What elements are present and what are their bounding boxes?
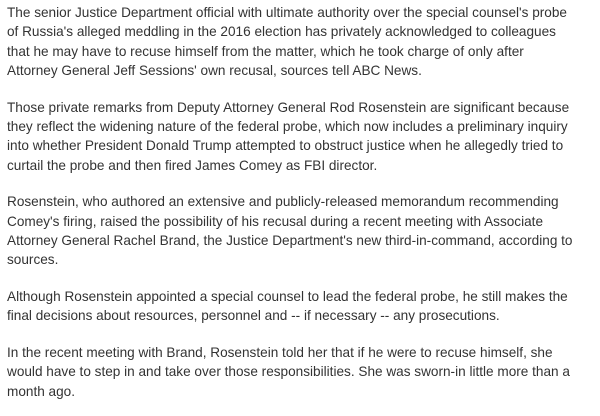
paragraph-line: into whether President Donald Trump attempted to obstruct justice when he allegedly tried to [7,138,564,154]
paragraph-line: month ago. [7,383,76,399]
paragraph-line: curtail the probe and then fired James Comey as FBI director. [7,157,378,173]
article-paragraph-3 [7,192,600,270]
paragraph-line: Although Rosenstein appointed a special counsel to lead the federal probe, he still makes the [7,288,568,304]
paragraph-line: would have to step in and take over those responsibilities. She was sworn-in little more than a [7,364,570,380]
paragraph-line: Those private remarks from Deputy Attorney General Rod Rosenstein are significant because [7,99,570,115]
paragraph-line: they reflect the widening nature of the federal probe, which now includes a preliminary inquiry [7,119,568,135]
article-paragraph-5 [7,343,600,401]
paragraph-line: Attorney General Jeff Sessions' own recusal, sources tell ABC News. [7,63,422,79]
article-paragraph-1 [7,3,600,81]
paragraph-line: final decisions about resources, personnel and -- if necessary -- any prosecutions. [7,308,500,324]
paragraph-line: In the recent meeting with Brand, Rosenstein told her that if he were to recuse himself, she [7,344,553,360]
paragraph-line: of Russia's alleged meddling in the 2016 election has privately acknowledged to colleagues [7,24,556,40]
article-paragraph-2 [7,98,600,176]
paragraph-line: Attorney General Rachel Brand, the Justice Department's new third-in-command, according to [7,233,573,249]
paragraph-line: The senior Justice Department official with ultimate authority over the special counsel's probe [7,5,567,20]
article-paragraph-4 [7,287,600,326]
paragraph-line: Comey's firing, raised the possibility of his recusal during a recent meeting with Associate [7,213,544,229]
paragraph-line: sources. [7,252,59,268]
paragraph-line: that he may have to recuse himself from the matter, which he took charge of only after [7,43,524,59]
paragraph-line: Rosenstein, who authored an extensive and publicly-released memorandum recommending [7,194,559,210]
